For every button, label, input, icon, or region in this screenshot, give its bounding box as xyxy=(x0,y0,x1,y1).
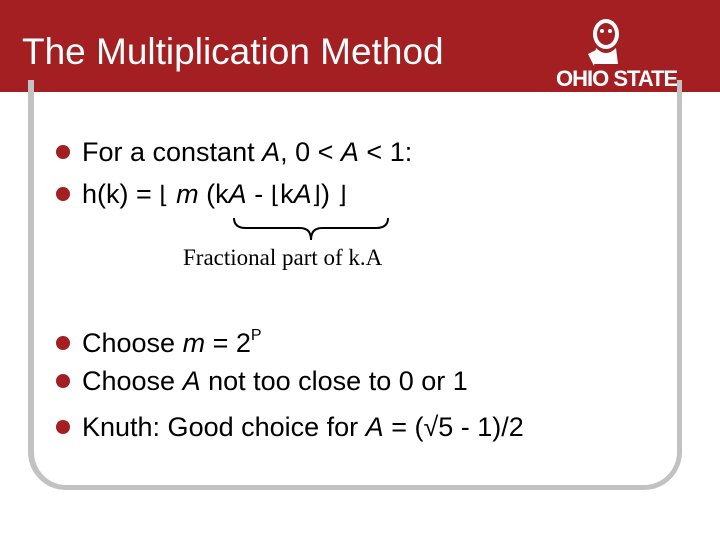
logo-wordmark: OHIO STATE xyxy=(556,66,678,91)
text: For a constant xyxy=(82,137,263,167)
bullet-dot-icon xyxy=(56,187,70,201)
text: h(k) = xyxy=(82,179,160,209)
text: = 2 xyxy=(205,328,251,358)
text: Choose xyxy=(82,366,183,396)
bullet-dot-icon xyxy=(56,145,70,159)
left-floor-symbol: ⌊ xyxy=(270,181,281,209)
var-a: A xyxy=(228,179,247,209)
logo-subtext: BUCKEYES xyxy=(580,92,676,102)
var-a: A xyxy=(340,137,359,167)
var-m: m xyxy=(182,328,206,358)
var-a: A xyxy=(365,412,384,442)
underbrace-icon xyxy=(232,216,390,242)
text: ) xyxy=(320,179,330,209)
bullet-hash-formula xyxy=(56,179,347,210)
bullet-dot-icon xyxy=(56,336,70,350)
text: not too close to 0 or 1 xyxy=(200,366,468,396)
var-m: m xyxy=(176,179,199,209)
left-floor-symbol: ⌊ xyxy=(159,181,169,209)
bullet-dot-icon xyxy=(56,374,70,388)
bullet-constant-a xyxy=(56,137,412,167)
exponent-p: P xyxy=(250,327,262,344)
var-a: A xyxy=(262,137,281,167)
bullet-choose-m xyxy=(56,321,262,358)
bullet-dot-icon xyxy=(56,420,70,434)
text: k xyxy=(280,179,294,209)
text: = (√5 - 1)/2 xyxy=(383,412,524,442)
var-a: A xyxy=(182,366,201,396)
bullet-knuth xyxy=(56,412,524,442)
right-floor-symbol: ⌋ xyxy=(311,181,321,209)
text: < 1: xyxy=(358,137,413,167)
text: - xyxy=(246,179,271,209)
fractional-part-annotation: Fractional part of k.A xyxy=(183,245,383,270)
bullet-choose-a xyxy=(56,366,468,396)
text: , 0 < xyxy=(280,137,341,167)
var-a: A xyxy=(293,179,312,209)
slide-title: The Multiplication Method xyxy=(22,31,444,72)
text: (k xyxy=(198,179,229,209)
text: Choose xyxy=(82,328,183,358)
right-floor-symbol: ⌋ xyxy=(337,181,347,209)
text: Knuth: Good choice for xyxy=(82,412,366,442)
